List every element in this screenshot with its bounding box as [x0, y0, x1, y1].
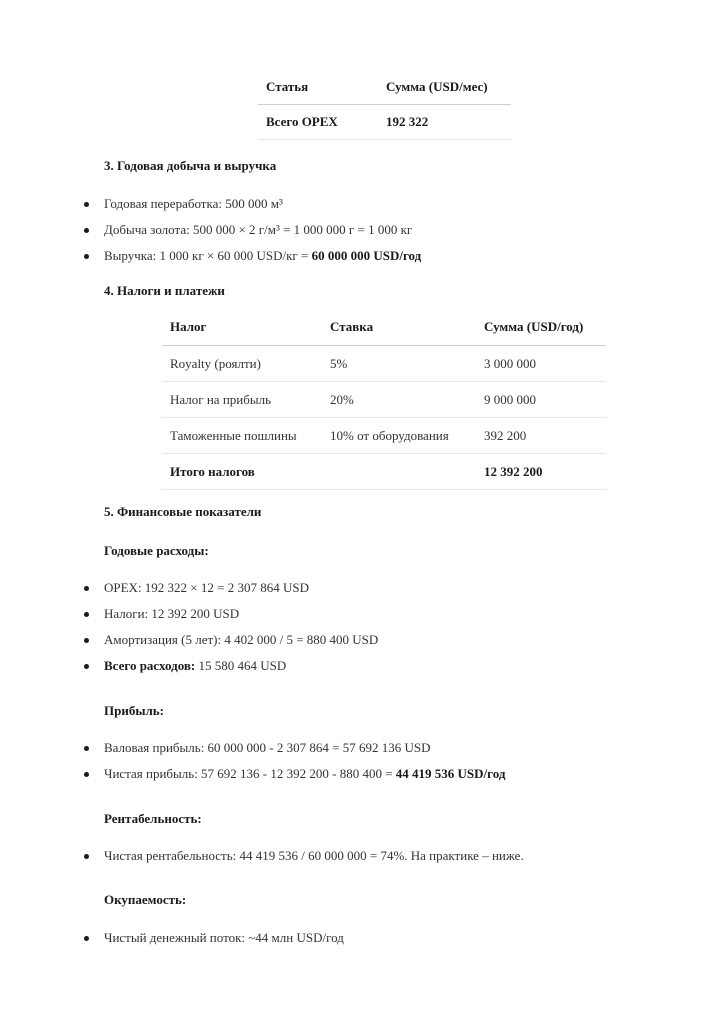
opex-table: [258, 70, 511, 140]
profit-list: [104, 735, 505, 787]
list-item: Амортизация (5 лет): 4 402 000 / 5 = 880 400 USD: [104, 627, 378, 653]
section-4-title: 4. Налоги и платежи: [104, 283, 225, 298]
profitability-list: [104, 843, 524, 869]
tax-header-name: Налог: [162, 309, 322, 346]
profitability-heading: Рентабельность:: [104, 811, 202, 826]
list-item: Выручка: 1 000 кг × 60 000 USD/кг = 60 000 000 USD/год: [104, 243, 421, 269]
tax-header-amount: Сумма (USD/год): [476, 309, 606, 346]
payback-heading: Окупаемость:: [104, 892, 187, 907]
section-3-list: [104, 191, 421, 269]
tax-total-row: Итого налогов 12 392 200: [162, 454, 606, 490]
expenses-heading: Годовые расходы:: [104, 543, 209, 558]
list-item: Налоги: 12 392 200 USD: [104, 601, 378, 627]
list-item: Чистая рентабельность: 44 419 536 / 60 000 000 = 74%. На практике – ниже.: [104, 843, 524, 869]
profit-heading: Прибыль:: [104, 703, 164, 718]
opex-total-value: 192 322: [378, 105, 511, 140]
payback-list: [104, 925, 344, 951]
opex-header-amount: Сумма (USD/мес): [378, 70, 511, 105]
list-item: Валовая прибыль: 60 000 000 - 2 307 864 = 57 692 136 USD: [104, 735, 505, 761]
list-item: Годовая переработка: 500 000 м³: [104, 191, 421, 217]
taxes-table: [162, 309, 606, 490]
table-row: Таможенные пошлины 10% от оборудования 392 200: [162, 418, 606, 454]
section-5-title: 5. Финансовые показатели: [104, 504, 262, 519]
section-3-title: 3. Годовая добыча и выручка: [104, 158, 277, 173]
list-item: Чистый денежный поток: ~44 млн USD/год: [104, 925, 344, 951]
list-item: Добыча золота: 500 000 × 2 г/м³ = 1 000 000 г = 1 000 кг: [104, 217, 421, 243]
table-row: Royalty (роялти) 5% 3 000 000: [162, 346, 606, 382]
list-item: Чистая прибыль: 57 692 136 - 12 392 200 - 880 400 = 44 419 536 USD/год: [104, 761, 505, 787]
expenses-list: [104, 575, 378, 679]
list-item: OPEX: 192 322 × 12 = 2 307 864 USD: [104, 575, 378, 601]
table-row: Налог на прибыль 20% 9 000 000: [162, 382, 606, 418]
opex-total-label: Всего OPEX: [258, 105, 378, 140]
opex-header-item: Статья: [258, 70, 378, 105]
tax-header-rate: Ставка: [322, 309, 476, 346]
list-item: Всего расходов: 15 580 464 USD: [104, 653, 378, 679]
